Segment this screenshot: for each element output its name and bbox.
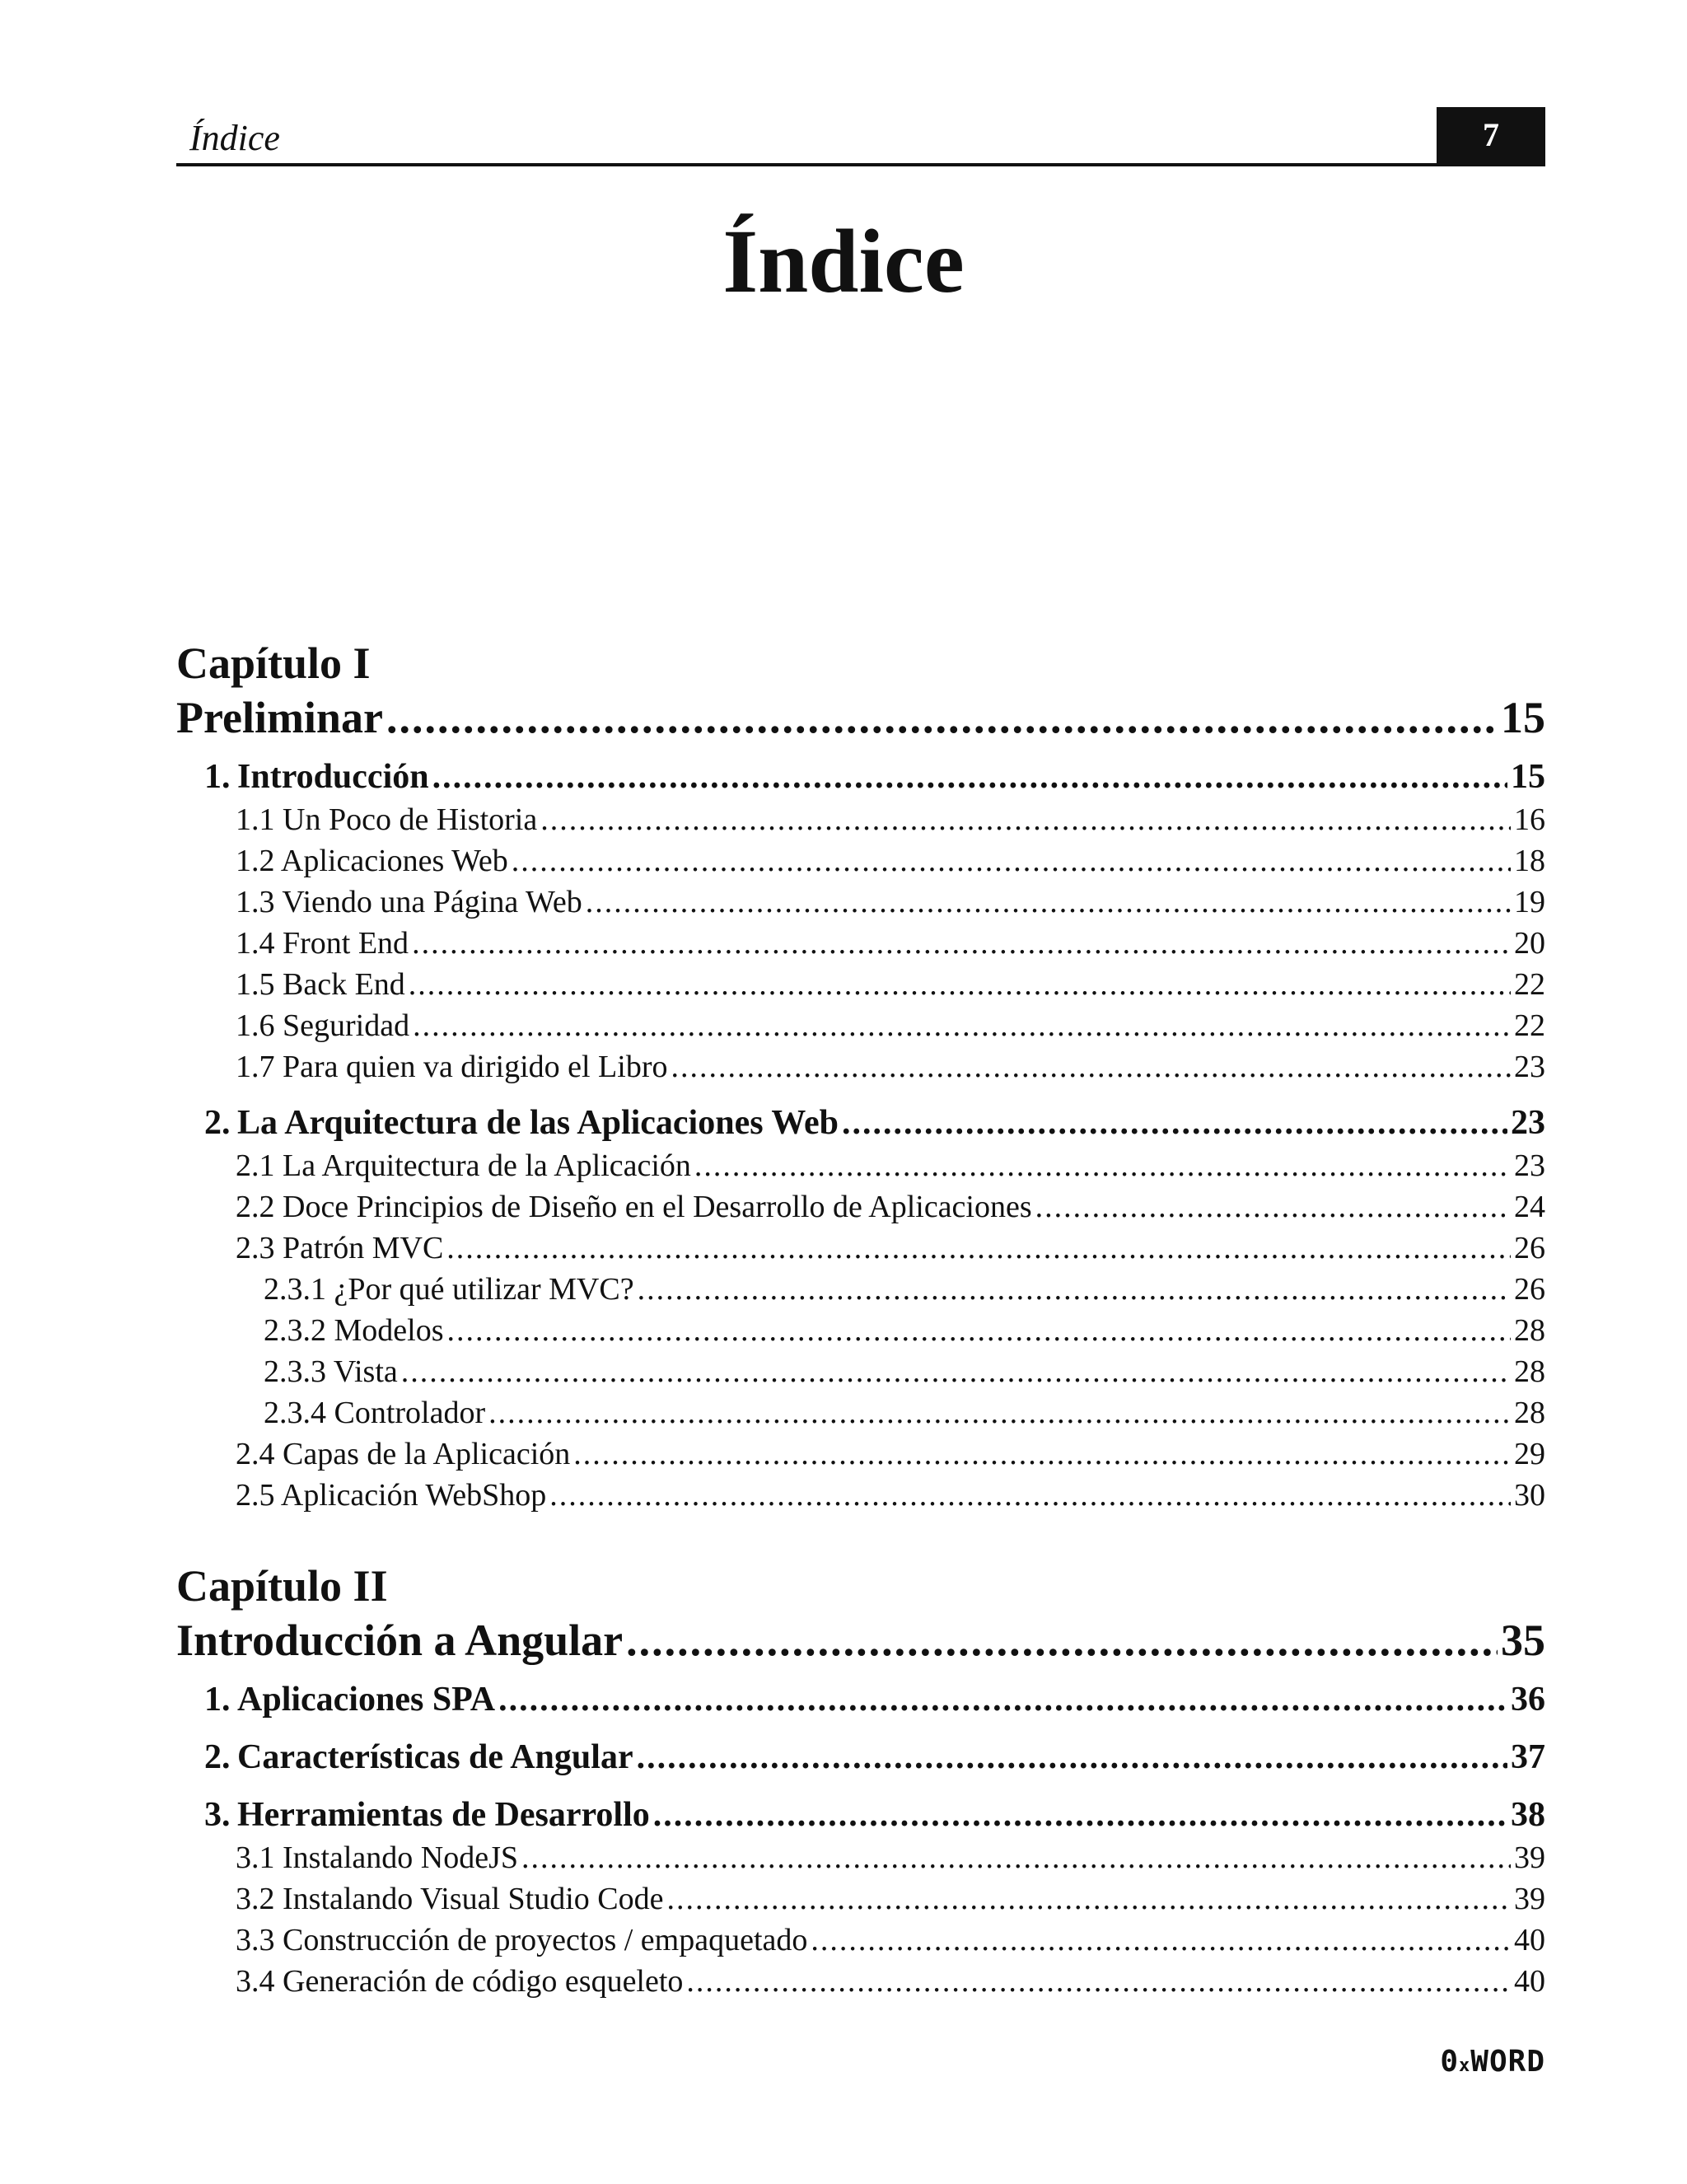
toc-entry-page: 24 (1514, 1190, 1545, 1224)
toc-entry-title: 2.5 Aplicación WebShop (236, 1478, 547, 1513)
toc-entry-chapter[interactable] (176, 1618, 1545, 1663)
toc-entry-page: 23 (1514, 1148, 1545, 1183)
toc-entry-subsection[interactable] (236, 928, 1545, 959)
logo-part-left: 0 (1440, 2045, 1460, 2079)
toc-entry-page: 18 (1514, 844, 1545, 878)
toc-entry-title: La Arquitectura de las Aplicaciones Web (237, 1104, 839, 1142)
toc-entry-page: 36 (1511, 1681, 1545, 1719)
toc-entry-title: 2.4 Capas de la Aplicación (236, 1437, 571, 1471)
toc-entry-title: 1.7 Para quien va dirigido el Libro (236, 1050, 668, 1084)
toc-entry-subsection[interactable] (236, 1883, 1545, 1915)
section-number: 3. (204, 1796, 231, 1834)
chapter-label: Capítulo I (176, 638, 371, 688)
toc-entry-page: 40 (1514, 1923, 1545, 1957)
toc-entry-page: 30 (1514, 1478, 1545, 1513)
dot-leader (637, 1740, 1507, 1775)
toc-entry-title: 2.3.2 Modelos (264, 1313, 444, 1348)
toc-entry-title: Preliminar (176, 693, 383, 742)
toc-entry-title: 2.3.4 Controlador (264, 1396, 486, 1430)
toc-entry-title: 1.3 Viendo una Página Web (236, 885, 582, 919)
toc-entry-title: Introducción a Angular (176, 1616, 624, 1665)
dot-leader (573, 1438, 1511, 1470)
dot-leader (488, 1397, 1511, 1429)
dot-leader (409, 969, 1511, 1000)
toc-entry-page: 35 (1501, 1616, 1545, 1665)
toc-entry-title: Herramientas de Desarrollo (237, 1796, 650, 1834)
dot-leader (549, 1480, 1511, 1511)
dot-leader (540, 804, 1511, 835)
toc-entry-title: 1.2 Aplicaciones Web (236, 844, 508, 878)
running-title: Índice (189, 118, 280, 158)
logo-part-right: WORD (1470, 2045, 1545, 2079)
toc-entry-section[interactable] (204, 1682, 1545, 1717)
dot-leader (653, 1798, 1507, 1832)
toc-entry-title: 2.3.3 Vista (264, 1354, 398, 1389)
dot-leader (626, 1618, 1498, 1663)
toc-entry-title: 3.3 Construcción de proyectos / empaquetado (236, 1923, 808, 1957)
dot-leader (686, 1966, 1511, 1997)
toc-entry-page: 23 (1514, 1050, 1545, 1084)
toc-entry-title: Introducción (237, 758, 429, 796)
toc-entry-page: 29 (1514, 1437, 1545, 1471)
dot-leader (446, 1232, 1511, 1264)
toc-entry-title: 1.6 Seguridad (236, 1008, 410, 1043)
page-title: Índice (722, 211, 965, 311)
toc-entry-title: 2.2 Doce Principios de Diseño en el Desarrollo de Aplicaciones (236, 1190, 1032, 1224)
toc-entry-page: 37 (1511, 1738, 1545, 1776)
dot-leader (638, 1274, 1511, 1305)
toc-entry-subsection[interactable] (236, 1150, 1545, 1181)
toc-entry-page: 15 (1501, 693, 1545, 742)
dot-leader (512, 845, 1511, 877)
toc-entry-title: 1.1 Un Poco de Historia (236, 802, 538, 837)
toc-entry-section[interactable] (204, 1740, 1545, 1775)
toc-entry-subsection[interactable] (236, 804, 1545, 835)
dot-leader (401, 1356, 1511, 1387)
dot-leader (447, 1315, 1512, 1346)
logo-part-sub: x (1459, 2055, 1471, 2076)
toc-entry-subsubsection[interactable] (264, 1356, 1545, 1387)
toc-entry-page: 28 (1514, 1354, 1545, 1389)
toc-entry-page: 39 (1514, 1882, 1545, 1916)
dot-leader (671, 1051, 1512, 1083)
dot-leader (842, 1106, 1507, 1140)
toc-entry-page: 28 (1514, 1313, 1545, 1348)
dot-leader (521, 1842, 1511, 1873)
toc-entry-subsection[interactable] (236, 1966, 1545, 1997)
dot-leader (811, 1924, 1511, 1956)
toc-entry-page: 22 (1514, 967, 1545, 1002)
dot-leader (586, 886, 1511, 918)
toc-entry-subsection[interactable] (236, 1232, 1545, 1264)
toc-entry-subsection[interactable] (236, 1438, 1545, 1470)
running-header (176, 107, 1545, 166)
dot-leader (694, 1150, 1511, 1181)
toc-entry-subsection[interactable] (236, 1480, 1545, 1511)
toc-entry-subsubsection[interactable] (264, 1397, 1545, 1429)
dot-leader (667, 1883, 1512, 1915)
toc-entry-title: 1.4 Front End (236, 926, 409, 961)
toc-entry-subsection[interactable] (236, 1842, 1545, 1873)
toc-entry-page: 40 (1514, 1964, 1545, 1999)
toc-entry-section[interactable] (204, 760, 1545, 794)
toc-entry-title: 2.1 La Arquitectura de la Aplicación (236, 1148, 691, 1183)
toc-entry-title: 2.3.1 ¿Por qué utilizar MVC? (264, 1272, 634, 1307)
toc-entry-subsection[interactable] (236, 1924, 1545, 1956)
dot-leader (412, 928, 1511, 959)
publisher-logo (1440, 2045, 1545, 2079)
toc-entry-title: 3.2 Instalando Visual Studio Code (236, 1882, 664, 1916)
toc-entry-title: 1.5 Back End (236, 967, 405, 1002)
dot-leader (498, 1682, 1507, 1717)
dot-leader (432, 760, 1507, 794)
toc-entry-page: 15 (1511, 758, 1545, 796)
page-number: 7 (1437, 107, 1545, 163)
toc-entry-subsection[interactable] (236, 886, 1545, 918)
dot-leader (1035, 1191, 1511, 1223)
toc-entry-page: 22 (1514, 1008, 1545, 1043)
toc-entry-page: 16 (1514, 802, 1545, 837)
chapter-label: Capítulo II (176, 1561, 388, 1611)
toc-entry-page: 26 (1514, 1231, 1545, 1265)
toc-entry-page: 20 (1514, 926, 1545, 961)
dot-leader (386, 695, 1498, 740)
toc-entry-title: Aplicaciones SPA (237, 1681, 496, 1719)
toc-entry-page: 39 (1514, 1840, 1545, 1875)
toc-entry-subsection[interactable] (236, 845, 1545, 877)
toc-entry-subsection[interactable] (236, 1010, 1545, 1041)
toc-entry-chapter[interactable] (176, 695, 1545, 740)
toc-entry-page: 26 (1514, 1272, 1545, 1307)
toc-entry-subsection[interactable] (236, 1191, 1545, 1223)
section-number: 2. (204, 1738, 231, 1776)
toc-entry-title: Características de Angular (237, 1738, 633, 1776)
dot-leader (413, 1010, 1511, 1041)
section-number: 1. (204, 758, 231, 796)
toc-entry-subsubsection[interactable] (264, 1274, 1545, 1305)
toc-entry-subsubsection[interactable] (264, 1315, 1545, 1346)
toc-entry-subsection[interactable] (236, 969, 1545, 1000)
toc-entry-title: 3.4 Generación de código esqueleto (236, 1964, 684, 1999)
toc-entry-section[interactable] (204, 1798, 1545, 1832)
toc-entry-page: 19 (1514, 885, 1545, 919)
section-number: 1. (204, 1681, 231, 1719)
section-number: 2. (204, 1104, 231, 1142)
toc-entry-title: 3.1 Instalando NodeJS (236, 1840, 519, 1875)
toc-entry-subsection[interactable] (236, 1051, 1545, 1083)
toc-entry-page: 28 (1514, 1396, 1545, 1430)
toc-entry-page: 23 (1511, 1104, 1545, 1142)
toc-entry-title: 2.3 Patrón MVC (236, 1231, 444, 1265)
toc-entry-section[interactable] (204, 1106, 1545, 1140)
toc-entry-page: 38 (1511, 1796, 1545, 1834)
